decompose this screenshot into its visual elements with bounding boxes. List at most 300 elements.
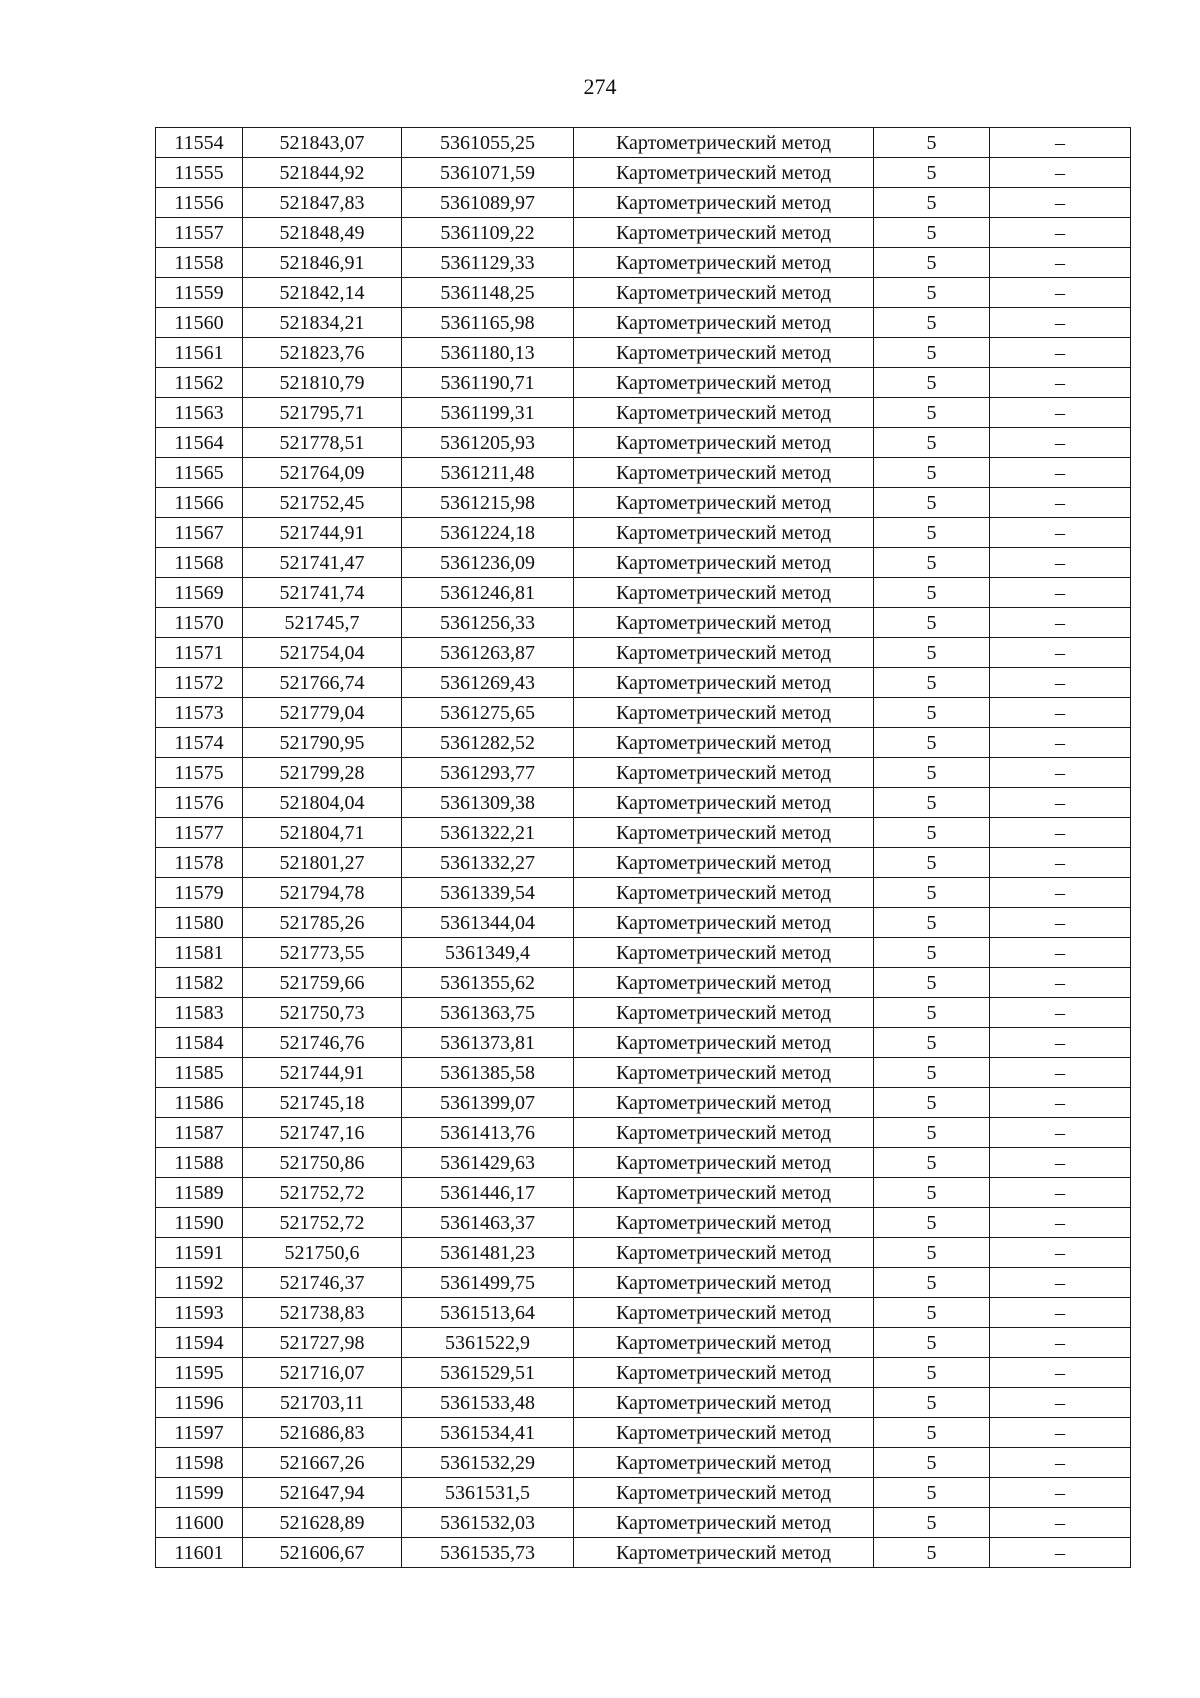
description-cell: – [990,1208,1131,1238]
point-number-cell: 11557 [156,218,243,248]
y-coordinate-cell: 5361373,81 [402,1028,574,1058]
point-number-cell: 11575 [156,758,243,788]
point-number-cell: 11576 [156,788,243,818]
x-coordinate-cell: 521647,94 [243,1478,402,1508]
y-coordinate-cell: 5361148,25 [402,278,574,308]
description-cell: – [990,338,1131,368]
table-row [156,848,1131,878]
description-cell: – [990,548,1131,578]
method-cell: Картометрический метод [574,1268,874,1298]
x-coordinate-cell: 521746,76 [243,1028,402,1058]
description-cell: – [990,308,1131,338]
method-cell: Картометрический метод [574,548,874,578]
y-coordinate-cell: 5361499,75 [402,1268,574,1298]
accuracy-cell: 5 [874,548,990,578]
point-number-cell: 11560 [156,308,243,338]
accuracy-cell: 5 [874,1238,990,1268]
method-cell: Картометрический метод [574,908,874,938]
description-cell: – [990,518,1131,548]
x-coordinate-cell: 521741,74 [243,578,402,608]
point-number-cell: 11554 [156,128,243,158]
x-coordinate-cell: 521834,21 [243,308,402,338]
accuracy-cell: 5 [874,1508,990,1538]
point-number-cell: 11584 [156,1028,243,1058]
method-cell: Картометрический метод [574,728,874,758]
table-row [156,668,1131,698]
method-cell: Картометрический метод [574,128,874,158]
point-number-cell: 11567 [156,518,243,548]
x-coordinate-cell: 521628,89 [243,1508,402,1538]
accuracy-cell: 5 [874,1268,990,1298]
x-coordinate-cell: 521745,18 [243,1088,402,1118]
description-cell: – [990,938,1131,968]
x-coordinate-cell: 521752,45 [243,488,402,518]
method-cell: Картометрический метод [574,878,874,908]
x-coordinate-cell: 521848,49 [243,218,402,248]
y-coordinate-cell: 5361429,63 [402,1148,574,1178]
method-cell: Картометрический метод [574,788,874,818]
y-coordinate-cell: 5361165,98 [402,308,574,338]
y-coordinate-cell: 5361513,64 [402,1298,574,1328]
y-coordinate-cell: 5361129,33 [402,248,574,278]
description-cell: – [990,1058,1131,1088]
accuracy-cell: 5 [874,638,990,668]
table-row [156,1118,1131,1148]
y-coordinate-cell: 5361332,27 [402,848,574,878]
table-row [156,1418,1131,1448]
x-coordinate-cell: 521754,04 [243,638,402,668]
method-cell: Картометрический метод [574,248,874,278]
x-coordinate-cell: 521744,91 [243,1058,402,1088]
table-row [156,788,1131,818]
table-row [156,1148,1131,1178]
description-cell: – [990,968,1131,998]
point-number-cell: 11582 [156,968,243,998]
method-cell: Картометрический метод [574,1028,874,1058]
method-cell: Картометрический метод [574,1508,874,1538]
table-row [156,308,1131,338]
y-coordinate-cell: 5361309,38 [402,788,574,818]
accuracy-cell: 5 [874,1328,990,1358]
accuracy-cell: 5 [874,908,990,938]
x-coordinate-cell: 521844,92 [243,158,402,188]
x-coordinate-cell: 521785,26 [243,908,402,938]
method-cell: Картометрический метод [574,398,874,428]
method-cell: Картометрический метод [574,968,874,998]
method-cell: Картометрический метод [574,338,874,368]
accuracy-cell: 5 [874,128,990,158]
accuracy-cell: 5 [874,728,990,758]
y-coordinate-cell: 5361205,93 [402,428,574,458]
x-coordinate-cell: 521804,71 [243,818,402,848]
table-row [156,818,1131,848]
accuracy-cell: 5 [874,458,990,488]
y-coordinate-cell: 5361055,25 [402,128,574,158]
method-cell: Картометрический метод [574,1358,874,1388]
accuracy-cell: 5 [874,1298,990,1328]
description-cell: – [990,158,1131,188]
description-cell: – [990,1508,1131,1538]
y-coordinate-cell: 5361211,48 [402,458,574,488]
point-number-cell: 11559 [156,278,243,308]
point-number-cell: 11591 [156,1238,243,1268]
x-coordinate-cell: 521764,09 [243,458,402,488]
accuracy-cell: 5 [874,818,990,848]
x-coordinate-cell: 521846,91 [243,248,402,278]
table-row [156,338,1131,368]
x-coordinate-cell: 521843,07 [243,128,402,158]
table-row [156,758,1131,788]
point-number-cell: 11564 [156,428,243,458]
table-row [156,188,1131,218]
description-cell: – [990,398,1131,428]
description-cell: – [990,788,1131,818]
x-coordinate-cell: 521799,28 [243,758,402,788]
point-number-cell: 11585 [156,1058,243,1088]
x-coordinate-cell: 521766,74 [243,668,402,698]
x-coordinate-cell: 521744,91 [243,518,402,548]
accuracy-cell: 5 [874,488,990,518]
point-number-cell: 11583 [156,998,243,1028]
y-coordinate-cell: 5361282,52 [402,728,574,758]
accuracy-cell: 5 [874,1478,990,1508]
x-coordinate-cell: 521667,26 [243,1448,402,1478]
y-coordinate-cell: 5361246,81 [402,578,574,608]
accuracy-cell: 5 [874,578,990,608]
method-cell: Картометрический метод [574,368,874,398]
accuracy-cell: 5 [874,998,990,1028]
accuracy-cell: 5 [874,518,990,548]
table-row [156,158,1131,188]
table-row [156,1448,1131,1478]
y-coordinate-cell: 5361109,22 [402,218,574,248]
description-cell: – [990,668,1131,698]
accuracy-cell: 5 [874,1028,990,1058]
accuracy-cell: 5 [874,788,990,818]
description-cell: – [990,878,1131,908]
y-coordinate-cell: 5361355,62 [402,968,574,998]
x-coordinate-cell: 521745,7 [243,608,402,638]
point-number-cell: 11593 [156,1298,243,1328]
x-coordinate-cell: 521750,6 [243,1238,402,1268]
method-cell: Картометрический метод [574,608,874,638]
method-cell: Картометрический метод [574,428,874,458]
method-cell: Картометрический метод [574,1388,874,1418]
y-coordinate-cell: 5361293,77 [402,758,574,788]
y-coordinate-cell: 5361413,76 [402,1118,574,1148]
x-coordinate-cell: 521759,66 [243,968,402,998]
point-number-cell: 11558 [156,248,243,278]
x-coordinate-cell: 521750,86 [243,1148,402,1178]
x-coordinate-cell: 521842,14 [243,278,402,308]
accuracy-cell: 5 [874,158,990,188]
table-row [156,638,1131,668]
point-number-cell: 11587 [156,1118,243,1148]
description-cell: – [990,908,1131,938]
accuracy-cell: 5 [874,1178,990,1208]
method-cell: Картометрический метод [574,308,874,338]
description-cell: – [990,1448,1131,1478]
y-coordinate-cell: 5361339,54 [402,878,574,908]
accuracy-cell: 5 [874,968,990,998]
description-cell: – [990,1268,1131,1298]
table-row [156,698,1131,728]
accuracy-cell: 5 [874,248,990,278]
accuracy-cell: 5 [874,428,990,458]
point-number-cell: 11596 [156,1388,243,1418]
accuracy-cell: 5 [874,368,990,398]
point-number-cell: 11579 [156,878,243,908]
point-number-cell: 11570 [156,608,243,638]
point-number-cell: 11578 [156,848,243,878]
point-number-cell: 11586 [156,1088,243,1118]
point-number-cell: 11590 [156,1208,243,1238]
description-cell: – [990,1358,1131,1388]
method-cell: Картометрический метод [574,458,874,488]
x-coordinate-cell: 521727,98 [243,1328,402,1358]
accuracy-cell: 5 [874,608,990,638]
x-coordinate-cell: 521741,47 [243,548,402,578]
table-row [156,248,1131,278]
method-cell: Картометрический метод [574,1148,874,1178]
y-coordinate-cell: 5361529,51 [402,1358,574,1388]
accuracy-cell: 5 [874,188,990,218]
table-row [156,998,1131,1028]
accuracy-cell: 5 [874,278,990,308]
x-coordinate-cell: 521752,72 [243,1178,402,1208]
point-number-cell: 11566 [156,488,243,518]
method-cell: Картометрический метод [574,578,874,608]
y-coordinate-cell: 5361236,09 [402,548,574,578]
y-coordinate-cell: 5361180,13 [402,338,574,368]
description-cell: – [990,428,1131,458]
point-number-cell: 11581 [156,938,243,968]
method-cell: Картометрический метод [574,698,874,728]
x-coordinate-cell: 521804,04 [243,788,402,818]
table-row [156,578,1131,608]
point-number-cell: 11600 [156,1508,243,1538]
x-coordinate-cell: 521703,11 [243,1388,402,1418]
method-cell: Картометрический метод [574,1058,874,1088]
x-coordinate-cell: 521747,16 [243,1118,402,1148]
method-cell: Картометрический метод [574,1118,874,1148]
point-number-cell: 11601 [156,1538,243,1568]
method-cell: Картометрический метод [574,1418,874,1448]
y-coordinate-cell: 5361322,21 [402,818,574,848]
method-cell: Картометрический метод [574,278,874,308]
method-cell: Картометрический метод [574,638,874,668]
point-number-cell: 11555 [156,158,243,188]
point-number-cell: 11580 [156,908,243,938]
table-row [156,1358,1131,1388]
method-cell: Картометрический метод [574,998,874,1028]
accuracy-cell: 5 [874,1148,990,1178]
coordinates-table-body [156,128,1131,1568]
description-cell: – [990,1118,1131,1148]
x-coordinate-cell: 521801,27 [243,848,402,878]
description-cell: – [990,1328,1131,1358]
y-coordinate-cell: 5361532,03 [402,1508,574,1538]
description-cell: – [990,1538,1131,1568]
coordinates-table [155,127,1131,1568]
method-cell: Картометрический метод [574,848,874,878]
method-cell: Картометрический метод [574,1208,874,1238]
x-coordinate-cell: 521778,51 [243,428,402,458]
description-cell: – [990,1148,1131,1178]
method-cell: Картометрический метод [574,1538,874,1568]
description-cell: – [990,1088,1131,1118]
table-row [156,1268,1131,1298]
accuracy-cell: 5 [874,668,990,698]
y-coordinate-cell: 5361535,73 [402,1538,574,1568]
y-coordinate-cell: 5361344,04 [402,908,574,938]
method-cell: Картометрический метод [574,1178,874,1208]
method-cell: Картометрический метод [574,938,874,968]
accuracy-cell: 5 [874,1418,990,1448]
y-coordinate-cell: 5361532,29 [402,1448,574,1478]
description-cell: – [990,998,1131,1028]
description-cell: – [990,758,1131,788]
accuracy-cell: 5 [874,1388,990,1418]
point-number-cell: 11597 [156,1418,243,1448]
description-cell: – [990,638,1131,668]
table-row [156,1328,1131,1358]
table-row [156,728,1131,758]
accuracy-cell: 5 [874,338,990,368]
table-row [156,368,1131,398]
y-coordinate-cell: 5361446,17 [402,1178,574,1208]
table-row [156,218,1131,248]
point-number-cell: 11563 [156,398,243,428]
accuracy-cell: 5 [874,1208,990,1238]
x-coordinate-cell: 521795,71 [243,398,402,428]
point-number-cell: 11598 [156,1448,243,1478]
y-coordinate-cell: 5361531,5 [402,1478,574,1508]
method-cell: Картометрический метод [574,1478,874,1508]
description-cell: – [990,608,1131,638]
description-cell: – [990,218,1131,248]
description-cell: – [990,728,1131,758]
x-coordinate-cell: 521810,79 [243,368,402,398]
accuracy-cell: 5 [874,308,990,338]
method-cell: Картометрический метод [574,758,874,788]
point-number-cell: 11556 [156,188,243,218]
table-row [156,608,1131,638]
description-cell: – [990,368,1131,398]
table-row [156,1088,1131,1118]
x-coordinate-cell: 521794,78 [243,878,402,908]
accuracy-cell: 5 [874,1538,990,1568]
table-row [156,398,1131,428]
y-coordinate-cell: 5361399,07 [402,1088,574,1118]
x-coordinate-cell: 521773,55 [243,938,402,968]
table-row [156,968,1131,998]
table-row [156,548,1131,578]
table-row [156,1478,1131,1508]
y-coordinate-cell: 5361190,71 [402,368,574,398]
method-cell: Картометрический метод [574,158,874,188]
point-number-cell: 11565 [156,458,243,488]
y-coordinate-cell: 5361263,87 [402,638,574,668]
description-cell: – [990,1478,1131,1508]
y-coordinate-cell: 5361275,65 [402,698,574,728]
x-coordinate-cell: 521686,83 [243,1418,402,1448]
y-coordinate-cell: 5361224,18 [402,518,574,548]
description-cell: – [990,278,1131,308]
accuracy-cell: 5 [874,1058,990,1088]
method-cell: Картометрический метод [574,1448,874,1478]
method-cell: Картометрический метод [574,668,874,698]
table-row [156,878,1131,908]
description-cell: – [990,578,1131,608]
table-row [156,908,1131,938]
table-row [156,1538,1131,1568]
description-cell: – [990,1028,1131,1058]
x-coordinate-cell: 521738,83 [243,1298,402,1328]
table-row [156,1208,1131,1238]
point-number-cell: 11571 [156,638,243,668]
method-cell: Картометрический метод [574,1298,874,1328]
page-number: 274 [583,74,617,99]
y-coordinate-cell: 5361199,31 [402,398,574,428]
point-number-cell: 11568 [156,548,243,578]
point-number-cell: 11573 [156,698,243,728]
y-coordinate-cell: 5361269,43 [402,668,574,698]
accuracy-cell: 5 [874,758,990,788]
point-number-cell: 11599 [156,1478,243,1508]
description-cell: – [990,1418,1131,1448]
point-number-cell: 11569 [156,578,243,608]
x-coordinate-cell: 521606,67 [243,1538,402,1568]
y-coordinate-cell: 5361481,23 [402,1238,574,1268]
table-row [156,1238,1131,1268]
table-row [156,128,1131,158]
y-coordinate-cell: 5361385,58 [402,1058,574,1088]
y-coordinate-cell: 5361463,37 [402,1208,574,1238]
accuracy-cell: 5 [874,1088,990,1118]
description-cell: – [990,848,1131,878]
point-number-cell: 11574 [156,728,243,758]
point-number-cell: 11595 [156,1358,243,1388]
accuracy-cell: 5 [874,938,990,968]
description-cell: – [990,1388,1131,1418]
point-number-cell: 11588 [156,1148,243,1178]
y-coordinate-cell: 5361089,97 [402,188,574,218]
x-coordinate-cell: 521847,83 [243,188,402,218]
y-coordinate-cell: 5361071,59 [402,158,574,188]
description-cell: – [990,818,1131,848]
description-cell: – [990,1178,1131,1208]
x-coordinate-cell: 521823,76 [243,338,402,368]
description-cell: – [990,1238,1131,1268]
accuracy-cell: 5 [874,1358,990,1388]
method-cell: Картометрический метод [574,488,874,518]
point-number-cell: 11577 [156,818,243,848]
table-row [156,428,1131,458]
point-number-cell: 11589 [156,1178,243,1208]
description-cell: – [990,128,1131,158]
y-coordinate-cell: 5361533,48 [402,1388,574,1418]
x-coordinate-cell: 521790,95 [243,728,402,758]
accuracy-cell: 5 [874,218,990,248]
method-cell: Картометрический метод [574,218,874,248]
point-number-cell: 11594 [156,1328,243,1358]
description-cell: – [990,458,1131,488]
method-cell: Картометрический метод [574,188,874,218]
table-row [156,1508,1131,1538]
method-cell: Картометрический метод [574,1328,874,1358]
description-cell: – [990,248,1131,278]
